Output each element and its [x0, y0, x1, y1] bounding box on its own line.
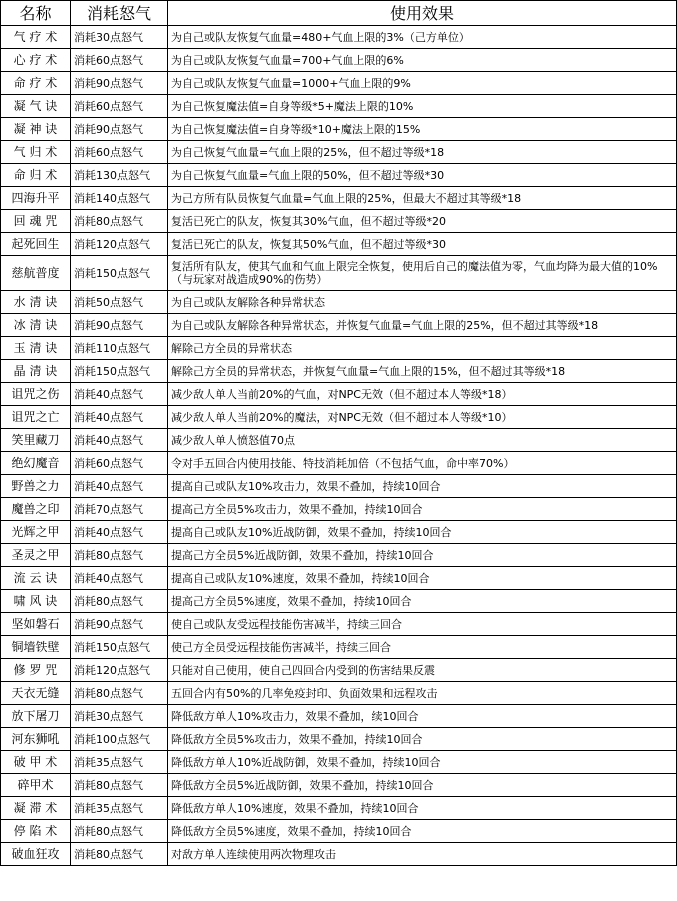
- skill-effect-cell: 使自己或队友受远程技能伤害减半，持续三回合: [168, 613, 677, 636]
- skill-name-cell: 气 归 术: [1, 141, 71, 164]
- table-row: [1, 636, 677, 659]
- skill-cost-cell: 消耗80点怒气: [71, 843, 168, 866]
- table-row: [1, 233, 677, 256]
- skill-name-cell: 晶 清 诀: [1, 360, 71, 383]
- skill-name-cell: 破血狂攻: [1, 843, 71, 866]
- table-row: [1, 256, 677, 291]
- skill-cost-cell: 消耗80点怒气: [71, 682, 168, 705]
- skill-effect-cell: 减少敌人单人愤怒值70点: [168, 429, 677, 452]
- table-row: [1, 26, 677, 49]
- skill-cost-cell: 消耗60点怒气: [71, 49, 168, 72]
- table-row: [1, 141, 677, 164]
- skill-effect-cell: 减少敌人单人当前20%的气血，对NPC无效（但不超过本人等级*18）: [168, 383, 677, 406]
- skill-effect-cell: 提高己方全员5%近战防御，效果不叠加，持续10回合: [168, 544, 677, 567]
- skill-effect-cell: 为自己或队友恢复气血量=700+气血上限的6%: [168, 49, 677, 72]
- skill-effect-cell: 令对手五回合内使用技能、特技消耗加倍（不包括气血，命中率70%）: [168, 452, 677, 475]
- header-row: [1, 1, 677, 26]
- table-row: [1, 314, 677, 337]
- skill-name-cell: 修 罗 咒: [1, 659, 71, 682]
- table-row: [1, 498, 677, 521]
- skill-name-cell: 魔兽之印: [1, 498, 71, 521]
- table-row: [1, 820, 677, 843]
- skill-cost-cell: 消耗110点怒气: [71, 337, 168, 360]
- table-row: [1, 95, 677, 118]
- table-row: [1, 406, 677, 429]
- skill-effect-cell: 为自己恢复气血量=气血上限的50%，但不超过等级*30: [168, 164, 677, 187]
- table-row: [1, 544, 677, 567]
- skill-name-cell: 慈航普度: [1, 256, 71, 291]
- skill-cost-cell: 消耗120点怒气: [71, 659, 168, 682]
- table-row: [1, 797, 677, 820]
- table-row: [1, 360, 677, 383]
- skill-effect-cell: 解除己方全员的异常状态: [168, 337, 677, 360]
- skill-effect-cell: 为自己恢复气血量=气血上限的25%，但不超过等级*18: [168, 141, 677, 164]
- skill-cost-cell: 消耗60点怒气: [71, 452, 168, 475]
- skill-effect-cell: 对敌方单人连续使用两次物理攻击: [168, 843, 677, 866]
- skill-cost-cell: 消耗80点怒气: [71, 590, 168, 613]
- table-row: [1, 521, 677, 544]
- table-row: [1, 590, 677, 613]
- skill-name-cell: 破 甲 术: [1, 751, 71, 774]
- skill-name-cell: 笑里藏刀: [1, 429, 71, 452]
- skill-effect-cell: 复活已死亡的队友，恢复其30%气血，但不超过等级*20: [168, 210, 677, 233]
- skill-cost-cell: 消耗130点怒气: [71, 164, 168, 187]
- table-row: [1, 728, 677, 751]
- skill-name-cell: 凝 滞 术: [1, 797, 71, 820]
- skill-name-cell: 冰 清 诀: [1, 314, 71, 337]
- table-row: [1, 429, 677, 452]
- skill-effect-cell: 为自己恢复魔法值=自身等级*10+魔法上限的15%: [168, 118, 677, 141]
- skill-name-cell: 天衣无缝: [1, 682, 71, 705]
- skill-cost-cell: 消耗50点怒气: [71, 291, 168, 314]
- skill-cost-cell: 消耗60点怒气: [71, 95, 168, 118]
- skill-effect-cell: 为自己或队友解除各种异常状态，并恢复气血量=气血上限的25%，但不超过其等级*18: [168, 314, 677, 337]
- table-row: [1, 187, 677, 210]
- skill-effect-cell: 提高自己或队友10%近战防御，效果不叠加，持续10回合: [168, 521, 677, 544]
- table-row: [1, 613, 677, 636]
- skill-cost-cell: 消耗40点怒气: [71, 567, 168, 590]
- skill-cost-cell: 消耗40点怒气: [71, 383, 168, 406]
- skill-effect-cell: 只能对自己使用，使自己四回合内受到的伤害结果反震: [168, 659, 677, 682]
- table-row: [1, 751, 677, 774]
- skill-cost-cell: 消耗150点怒气: [71, 636, 168, 659]
- skill-name-cell: 流 云 诀: [1, 567, 71, 590]
- skill-effect-cell: 提高自己或队友10%攻击力，效果不叠加，持续10回合: [168, 475, 677, 498]
- skill-cost-cell: 消耗120点怒气: [71, 233, 168, 256]
- skill-cost-cell: 消耗40点怒气: [71, 521, 168, 544]
- table-row: [1, 49, 677, 72]
- skill-cost-cell: 消耗150点怒气: [71, 360, 168, 383]
- skill-effect-cell: 复活所有队友，使其气血和气血上限完全恢复，使用后自己的魔法值为零，气血均降为最大值的10%（与玩家对战造成90%的伤势）: [168, 256, 677, 291]
- skill-cost-cell: 消耗140点怒气: [71, 187, 168, 210]
- table-row: [1, 72, 677, 95]
- skill-name-cell: 凝 神 诀: [1, 118, 71, 141]
- table-row: [1, 475, 677, 498]
- skill-name-cell: 起死回生: [1, 233, 71, 256]
- table-row: [1, 383, 677, 406]
- skill-cost-cell: 消耗90点怒气: [71, 72, 168, 95]
- skill-cost-cell: 消耗35点怒气: [71, 797, 168, 820]
- skill-name-cell: 停 陷 术: [1, 820, 71, 843]
- skill-effect-cell: 降低敌方全员5%攻击力，效果不叠加，持续10回合: [168, 728, 677, 751]
- skill-name-cell: 心 疗 术: [1, 49, 71, 72]
- skill-cost-cell: 消耗80点怒气: [71, 774, 168, 797]
- skill-name-cell: 坚如磐石: [1, 613, 71, 636]
- skill-cost-cell: 消耗150点怒气: [71, 256, 168, 291]
- skill-name-cell: 命 归 术: [1, 164, 71, 187]
- skill-cost-cell: 消耗90点怒气: [71, 118, 168, 141]
- skill-name-cell: 啸 风 诀: [1, 590, 71, 613]
- table-row: [1, 164, 677, 187]
- header-effect: 使用效果: [168, 1, 677, 26]
- table-row: [1, 774, 677, 797]
- skill-name-cell: 放下屠刀: [1, 705, 71, 728]
- skill-cost-cell: 消耗30点怒气: [71, 26, 168, 49]
- table-row: [1, 337, 677, 360]
- skill-cost-cell: 消耗40点怒气: [71, 406, 168, 429]
- skill-cost-cell: 消耗100点怒气: [71, 728, 168, 751]
- skill-name-cell: 诅咒之亡: [1, 406, 71, 429]
- skill-effect-cell: 五回合内有50%的几率免疫封印、负面效果和远程攻击: [168, 682, 677, 705]
- table-row: [1, 705, 677, 728]
- skill-effect-cell: 为自己或队友解除各种异常状态: [168, 291, 677, 314]
- skill-effect-cell: 提高自己或队友10%速度，效果不叠加，持续10回合: [168, 567, 677, 590]
- skill-rows: [1, 26, 677, 866]
- skill-cost-cell: 消耗90点怒气: [71, 314, 168, 337]
- skill-effect-cell: 提高己方全员5%速度，效果不叠加，持续10回合: [168, 590, 677, 613]
- skill-cost-cell: 消耗30点怒气: [71, 705, 168, 728]
- skill-cost-cell: 消耗80点怒气: [71, 544, 168, 567]
- table-row: [1, 118, 677, 141]
- skill-effect-cell: 降低敌方单人10%近战防御，效果不叠加，持续10回合: [168, 751, 677, 774]
- skill-name-cell: 气 疗 术: [1, 26, 71, 49]
- skill-effect-cell: 为自己或队友恢复气血量=480+气血上限的3%（己方单位）: [168, 26, 677, 49]
- skill-effect-cell: 提高己方全员5%攻击力，效果不叠加，持续10回合: [168, 498, 677, 521]
- skill-effect-cell: 降低敌方单人10%攻击力，效果不叠加，续10回合: [168, 705, 677, 728]
- skill-cost-cell: 消耗35点怒气: [71, 751, 168, 774]
- table-row: [1, 682, 677, 705]
- skill-cost-cell: 消耗60点怒气: [71, 141, 168, 164]
- skill-effect-cell: 降低敌方全员5%近战防御，效果不叠加，持续10回合: [168, 774, 677, 797]
- skill-effect-cell: 减少敌人单人当前20%的魔法，对NPC无效（但不超过本人等级*10）: [168, 406, 677, 429]
- skill-name-cell: 铜墙铁壁: [1, 636, 71, 659]
- skill-cost-cell: 消耗70点怒气: [71, 498, 168, 521]
- skill-name-cell: 碎甲术: [1, 774, 71, 797]
- skill-name-cell: 诅咒之伤: [1, 383, 71, 406]
- skill-name-cell: 河东狮吼: [1, 728, 71, 751]
- table-row: [1, 452, 677, 475]
- skill-cost-cell: 消耗40点怒气: [71, 429, 168, 452]
- skill-name-cell: 圣灵之甲: [1, 544, 71, 567]
- skill-effect-cell: 复活已死亡的队友，恢复其50%气血，但不超过等级*30: [168, 233, 677, 256]
- skill-effect-cell: 为己方所有队员恢复气血量=气血上限的25%，但最大不超过其等级*18: [168, 187, 677, 210]
- table-row: [1, 291, 677, 314]
- skill-name-cell: 野兽之力: [1, 475, 71, 498]
- skill-effect-cell: 解除己方全员的异常状态，并恢复气血量=气血上限的15%，但不超过其等级*18: [168, 360, 677, 383]
- skill-effect-cell: 为自己恢复魔法值=自身等级*5+魔法上限的10%: [168, 95, 677, 118]
- header-name: 名称: [1, 1, 71, 26]
- skill-effect-cell: 使己方全员受远程技能伤害减半，持续三回合: [168, 636, 677, 659]
- skill-effect-cell: 降低敌方单人10%速度，效果不叠加，持续10回合: [168, 797, 677, 820]
- skill-cost-cell: 消耗80点怒气: [71, 210, 168, 233]
- skill-name-cell: 凝 气 诀: [1, 95, 71, 118]
- skill-name-cell: 绝幻魔音: [1, 452, 71, 475]
- table-row: [1, 659, 677, 682]
- header-cost: 消耗怒气: [71, 1, 168, 26]
- skill-cost-cell: 消耗90点怒气: [71, 613, 168, 636]
- skill-cost-cell: 消耗40点怒气: [71, 475, 168, 498]
- table-row: [1, 210, 677, 233]
- skill-name-cell: 命 疗 术: [1, 72, 71, 95]
- skill-cost-cell: 消耗80点怒气: [71, 820, 168, 843]
- skill-name-cell: 回 魂 咒: [1, 210, 71, 233]
- table-row: [1, 567, 677, 590]
- skill-name-cell: 水 清 诀: [1, 291, 71, 314]
- skill-effect-cell: 为自己或队友恢复气血量=1000+气血上限的9%: [168, 72, 677, 95]
- skill-effect-cell: 降低敌方全员5%速度，效果不叠加，持续10回合: [168, 820, 677, 843]
- skill-name-cell: 四海升平: [1, 187, 71, 210]
- skill-name-cell: 光辉之甲: [1, 521, 71, 544]
- table-row: [1, 843, 677, 866]
- skill-name-cell: 玉 清 诀: [1, 337, 71, 360]
